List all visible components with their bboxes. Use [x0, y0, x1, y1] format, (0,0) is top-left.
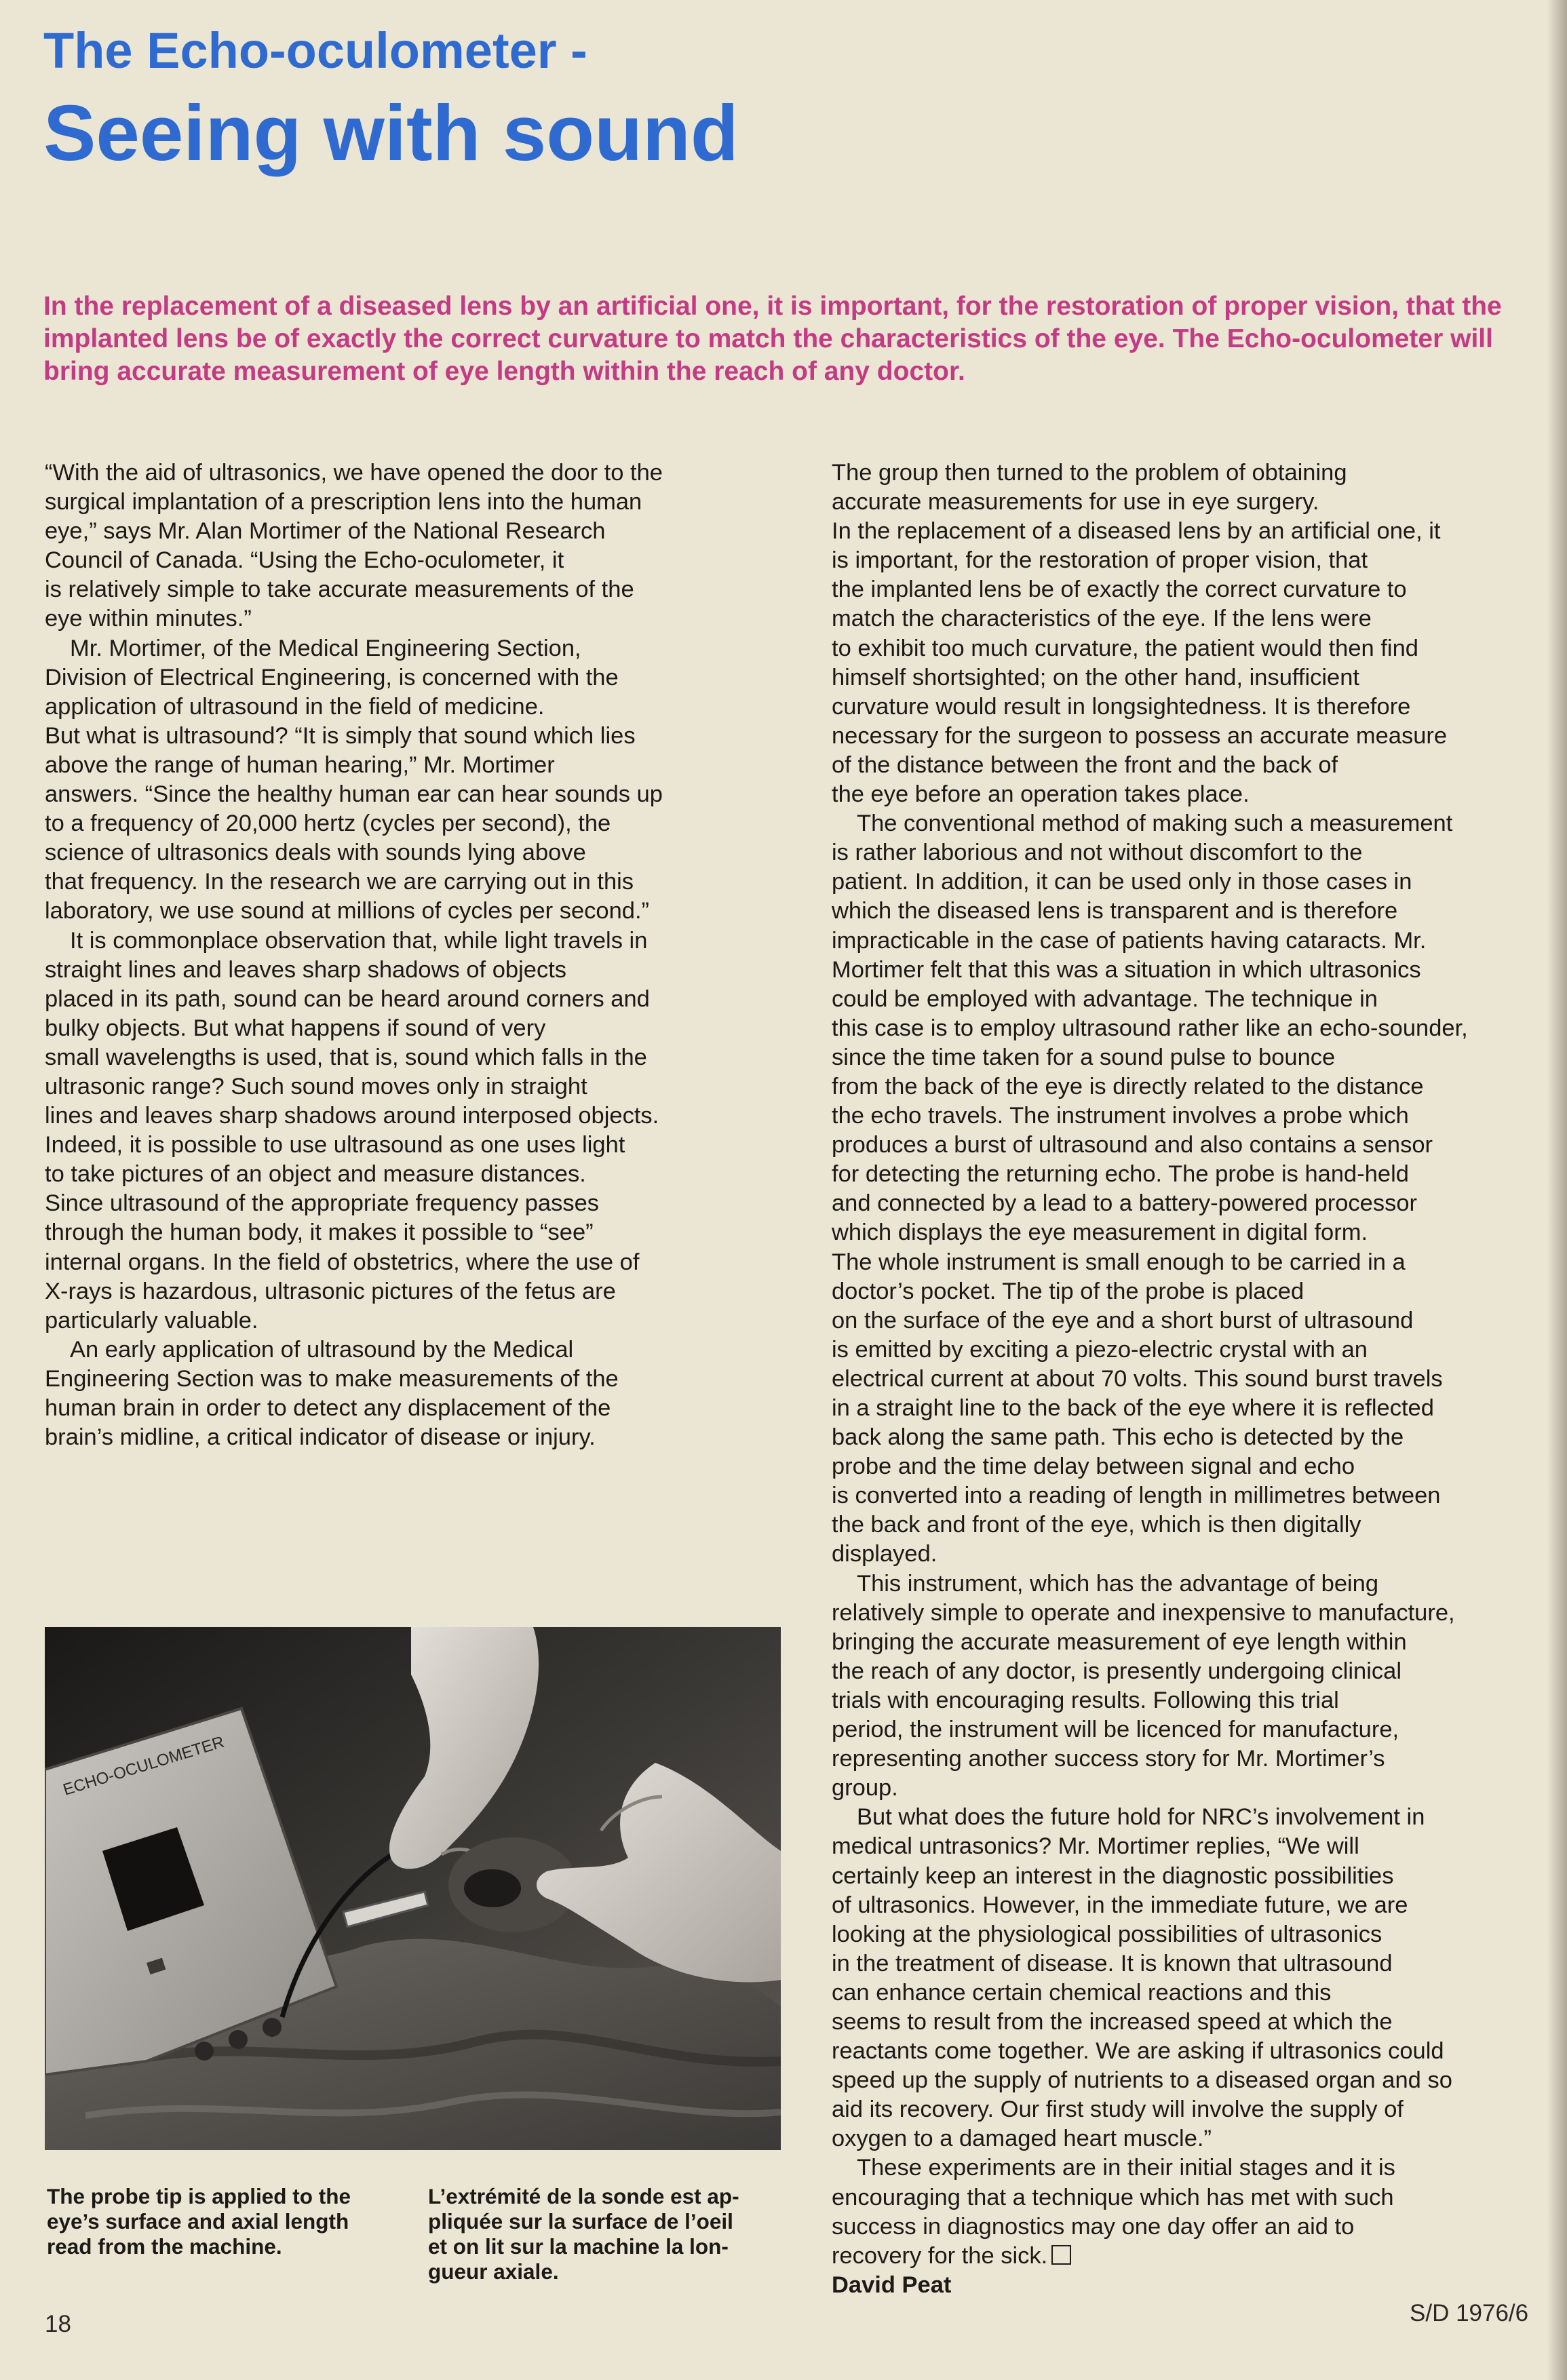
article-line: of the distance between the front and the back of — [832, 752, 1338, 778]
article-line: is emitted by exciting a piezo-electric crystal with an — [832, 1336, 1368, 1363]
caption-french — [428, 2184, 781, 2284]
article-line: reactants come together. We are asking if ultrasonics could — [832, 2038, 1444, 2065]
article-line: necessary for the surgeon to possess an accurate measure — [832, 722, 1448, 749]
article-line: accurate measurements for use in eye surgery. — [832, 489, 1319, 515]
title-line-2: Seeing with sound — [43, 89, 739, 177]
article-line: medical untrasonics? Mr. Mortimer replies, “We will — [832, 1833, 1359, 1860]
article-line: since the time taken for a sound pulse to bounce — [832, 1044, 1336, 1070]
article-line: which the diseased lens is transparent and is therefore — [832, 898, 1398, 924]
photo-illustration — [45, 1627, 781, 2150]
standfirst: In the replacement of a diseased lens by an artificial one, it is important, for the restoration of proper vision, that the implanted lens be of exactly the correct curvature to match the characteristics of the eye. The Echo-oculometer will bring accurate measurement of eye length within the reach of any doctor. — [43, 292, 1502, 386]
article-column-right — [832, 459, 1558, 2300]
title-line-1: The Echo-oculometer - — [43, 22, 587, 79]
article-line: small wavelengths is used, that is, sound which falls in the — [45, 1044, 647, 1070]
issue-reference: S/D 1976/6 — [1410, 2300, 1529, 2326]
photo-echo-oculometer — [45, 1627, 781, 2150]
caption-line: L’extrémité de la sonde est ap- — [428, 2184, 739, 2208]
article-line: placed in its path, sound can be heard around corners and — [45, 986, 650, 1012]
caption-english — [47, 2184, 400, 2259]
article-line: electrical current at about 70 volts. This sound burst travels — [832, 1365, 1443, 1392]
article-line: Division of Electrical Engineering, is concerned with the — [45, 664, 619, 690]
article-line: It is commonplace observation that, while light travels in — [70, 927, 648, 954]
article-line: The group then turned to the problem of obtaining — [832, 460, 1347, 486]
article-line: In the replacement of a diseased lens by an artificial one, it — [832, 518, 1441, 545]
article-line: is important, for the restoration of proper vision, that — [832, 547, 1368, 574]
article-line: back along the same path. This echo is detected by the — [832, 1424, 1404, 1451]
article-line: This instrument, which has the advantage of being — [857, 1570, 1379, 1597]
article-line: this case is to employ ultrasound rather like an echo-sounder, — [832, 1015, 1468, 1041]
article-line: answers. “Since the healthy human ear can hear sounds up — [45, 781, 663, 808]
article-line: produces a burst of ultrasound and also contains a sensor — [832, 1132, 1433, 1158]
article-line: Since ultrasound of the appropriate frequency passes — [45, 1190, 600, 1217]
article-line: oxygen to a damaged heart muscle.” — [832, 2126, 1212, 2152]
article-line: representing another success story for Mr. Mortimer’s — [832, 1746, 1385, 1772]
article-line: curvature would result in longsightedness. It is therefore — [832, 693, 1411, 720]
article-column-left — [45, 459, 788, 1452]
article-line: eye,” says Mr. Alan Mortimer of the National Research — [45, 518, 606, 545]
article-line: on the surface of the eye and a short burst of ultrasound — [832, 1307, 1414, 1333]
article-line: the implanted lens be of exactly the correct curvature to — [832, 577, 1407, 603]
article-line: internal organs. In the field of obstetrics, where the use of — [45, 1249, 640, 1275]
article-line: the reach of any doctor, is presently undergoing clinical — [832, 1658, 1401, 1684]
article-line: Council of Canada. “Using the Echo-oculometer, it — [45, 547, 564, 574]
article-line: to take pictures of an object and measure distances. — [45, 1161, 586, 1188]
article-line: bulky objects. But what happens if sound of very — [45, 1015, 546, 1041]
article-line: relatively simple to operate and inexpensive to manufacture, — [832, 1599, 1455, 1626]
article-line: which displays the eye measurement in digital form. — [832, 1220, 1368, 1246]
article-line: himself shortsighted; on the other hand, insufficient — [832, 664, 1360, 690]
article-line: aid its recovery. Our first study will involve the supply of — [832, 2096, 1404, 2123]
article-line: probe and the time delay between signal and echo — [832, 1454, 1355, 1480]
article-line: that frequency. In the research we are carrying out in this — [45, 869, 634, 895]
article-line: seems to result from the increased speed at which the — [832, 2008, 1393, 2035]
article-line: success in diagnostics may one day offer an aid to — [832, 2213, 1355, 2240]
article-line: the back and front of the eye, which is then digitally — [832, 1512, 1361, 1538]
article-line: But what does the future hold for NRC’s involvement in — [857, 1804, 1425, 1831]
article-line: laboratory, we use sound at millions of cycles per second.” — [45, 898, 650, 924]
article-line: could be employed with advantage. The technique in — [832, 986, 1378, 1012]
article-line: to a frequency of 20,000 hertz (cycles per second), the — [45, 811, 611, 837]
article-line: in the treatment of disease. It is known that ultrasound — [832, 1950, 1393, 1976]
article-line: doctor’s pocket. The tip of the probe is placed — [832, 1278, 1304, 1304]
article-line: in a straight line to the back of the eye where it is reflected — [832, 1395, 1434, 1421]
article-line: for detecting the returning echo. The probe is hand-held — [832, 1161, 1409, 1188]
article-line: looking at the physiological possibilities of ultrasonics — [832, 1921, 1382, 1947]
article-line: is rather laborious and not without discomfort to the — [832, 840, 1363, 866]
device-label: ECHO-OCULOMETER — [60, 1732, 227, 1799]
caption-line: The probe tip is applied to the — [47, 2184, 351, 2208]
article-line: encouraging that a technique which has met with such — [832, 2184, 1394, 2210]
article-line: the echo travels. The instrument involves a probe which — [832, 1103, 1409, 1129]
article-line: An early application of ultrasound by the Medical — [70, 1336, 574, 1363]
article-line: can enhance certain chemical reactions and this — [832, 1979, 1332, 2006]
article-line: science of ultrasonics deals with sounds lying above — [45, 840, 586, 866]
article-line: through the human body, it makes it possible to “see” — [45, 1220, 594, 1246]
article-line: and connected by a lead to a battery-powered processor — [832, 1190, 1418, 1217]
caption-line: pliquée sur la surface de l’oeil — [428, 2209, 733, 2233]
article-line: the eye before an operation takes place. — [832, 781, 1250, 808]
article-line: lines and leaves sharp shadows around interposed objects. — [45, 1103, 659, 1129]
article-line: is converted into a reading of length in millimetres between — [832, 1483, 1441, 1509]
article-line: certainly keep an interest in the diagnostic possibilities — [832, 1862, 1394, 1889]
article-line: patient. In addition, it can be used only in those cases in — [832, 869, 1412, 895]
article-line: Engineering Section was to make measurements of the — [45, 1365, 619, 1392]
caption-line: gueur axiale. — [428, 2259, 559, 2284]
caption-line: eye’s surface and axial length — [47, 2209, 349, 2233]
article-line: particularly valuable. — [45, 1307, 258, 1333]
article-line: from the back of the eye is directly related to the distance — [832, 1073, 1424, 1099]
article-line: match the characteristics of the eye. If the lens were — [832, 606, 1372, 632]
article-line: Mortimer felt that this was a situation in which ultrasonics — [832, 956, 1421, 983]
article-line: human brain in order to detect any displacement of the — [45, 1395, 611, 1421]
article-line: is relatively simple to take accurate measurements of the — [45, 577, 634, 603]
article-line: The whole instrument is small enough to be carried in a — [832, 1249, 1406, 1275]
article-line: surgical implantation of a prescription lens into the human — [45, 489, 642, 515]
article-line: But what is ultrasound? “It is simply that sound which lies — [45, 722, 636, 749]
article-line: “With the aid of ultrasonics, we have opened the door to the — [45, 460, 663, 486]
author-byline: David Peat — [832, 2271, 952, 2298]
end-of-article-mark-icon — [1051, 2245, 1071, 2265]
article-line: X-rays is hazardous, ultrasonic pictures of the fetus are — [45, 1278, 616, 1304]
article-line: brain’s midline, a critical indicator of disease or injury. — [45, 1424, 596, 1451]
article-line: to exhibit too much curvature, the patient would then find — [832, 635, 1418, 661]
article-line: These experiments are in their initial stages and it is — [857, 2155, 1395, 2181]
caption-line: et on lit sur la machine la lon- — [428, 2234, 729, 2259]
article-line: speed up the supply of nutrients to a diseased organ and so — [832, 2067, 1452, 2094]
article-line: The conventional method of making such a measurement — [857, 811, 1453, 837]
article-line: group. — [832, 1775, 898, 1801]
article-line: Indeed, it is possible to use ultrasound as one uses light — [45, 1132, 625, 1158]
article-line: Mr. Mortimer, of the Medical Engineering Section, — [70, 635, 581, 661]
article-line: impracticable in the case of patients having cataracts. Mr. — [832, 927, 1427, 954]
article-line: application of ultrasound in the field of medicine. — [45, 693, 545, 720]
article-line: trials with encouraging results. Following this trial — [832, 1687, 1339, 1713]
article-line: bringing the accurate measurement of eye length within — [832, 1628, 1407, 1655]
article-line: displayed. — [832, 1541, 937, 1567]
page-number: 18 — [45, 2311, 71, 2337]
caption-line: read from the machine. — [47, 2234, 282, 2259]
article-line: period, the instrument will be licenced for manufacture, — [832, 1717, 1399, 1743]
article-line: eye within minutes.” — [45, 606, 252, 632]
article-line: straight lines and leaves sharp shadows of objects — [45, 956, 567, 983]
article-line: recovery for the sick. — [832, 2242, 1558, 2271]
article-line: ultrasonic range? Such sound moves only in straight — [45, 1073, 587, 1099]
article-line: above the range of human hearing,” Mr. Mortimer — [45, 752, 555, 778]
article-line: of ultrasonics. However, in the immediate future, we are — [832, 1892, 1408, 1918]
